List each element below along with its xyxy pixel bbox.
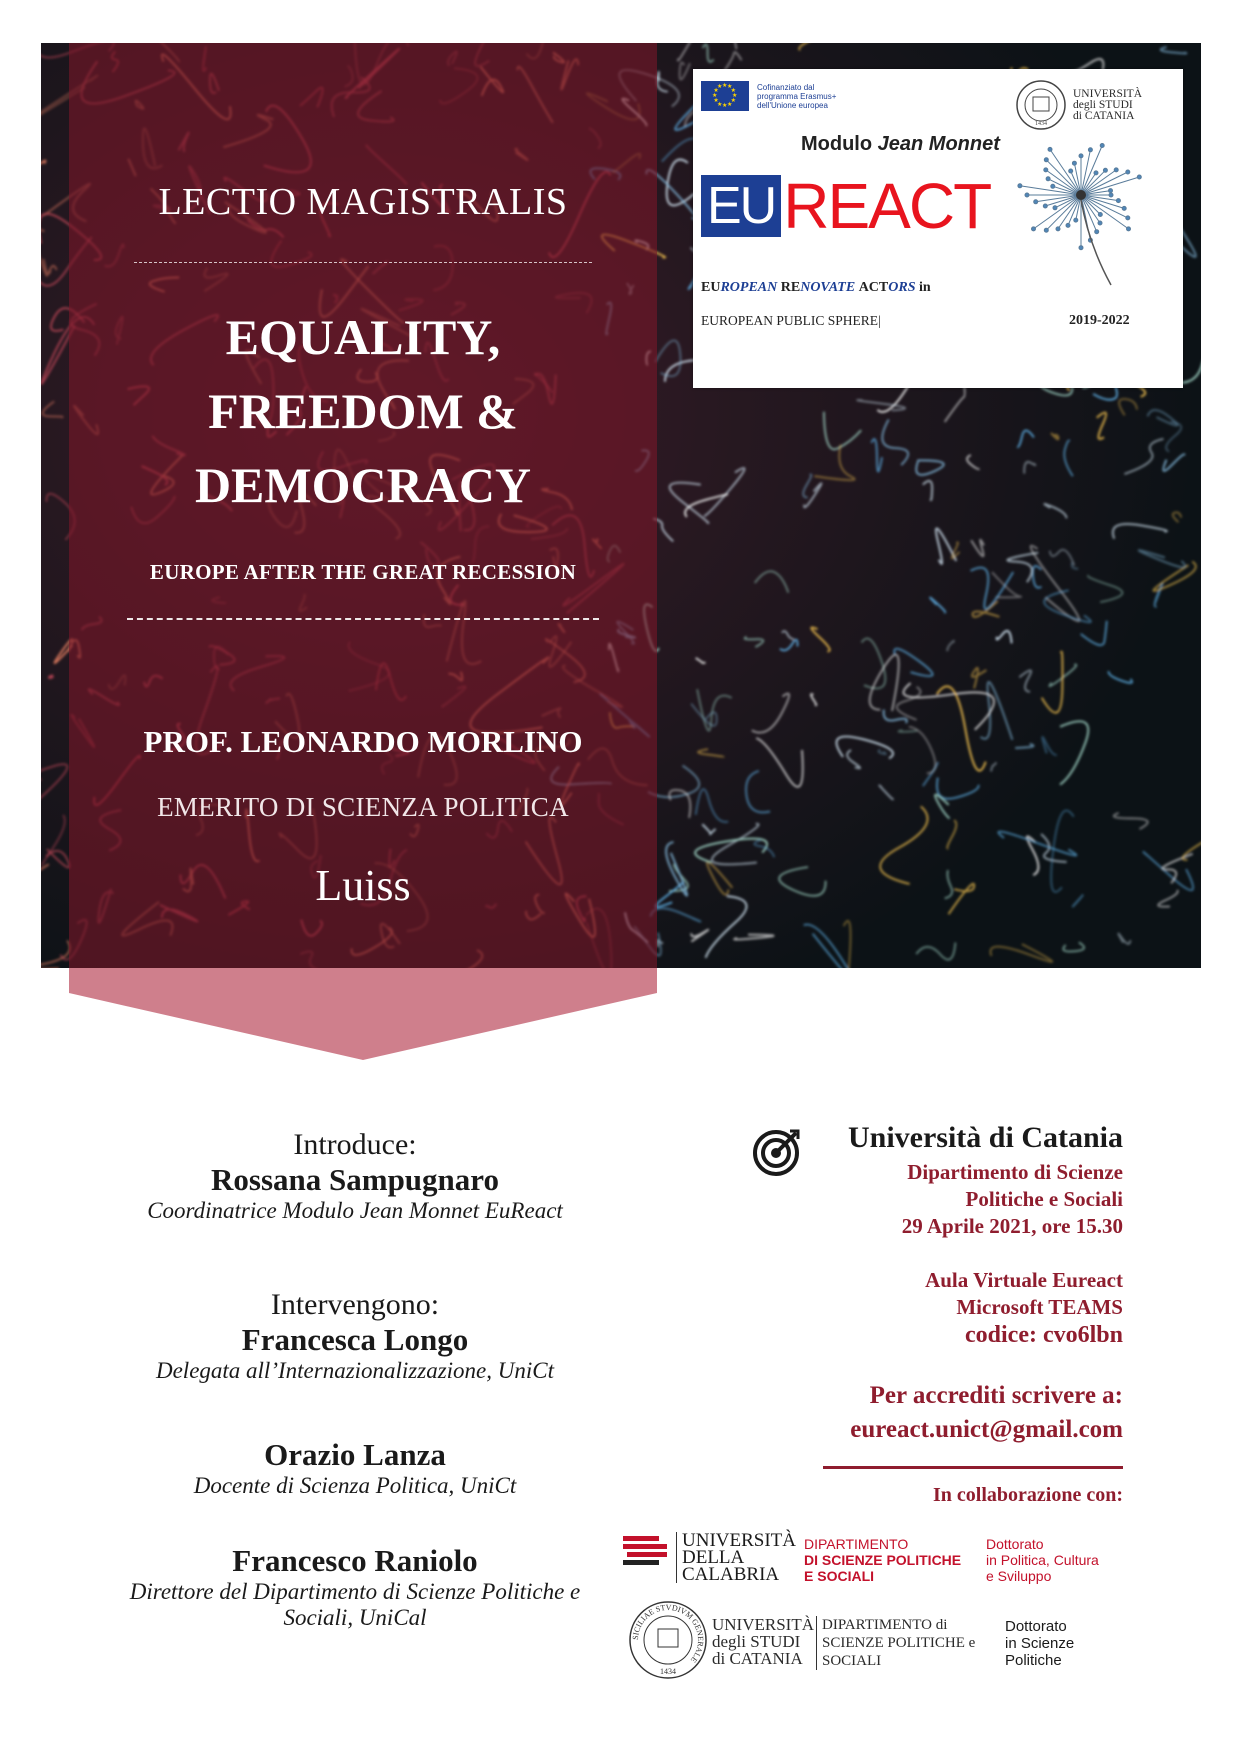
unical-line: DELLA: [682, 1547, 745, 1568]
banner-arrow: [69, 968, 657, 1060]
unict-dept-line: SCIENZE POLITICHE e: [822, 1635, 976, 1651]
event-platform: Microsoft TEAMS: [956, 1295, 1123, 1319]
dashed-divider: [127, 618, 599, 620]
erasmus-text-line: programma Erasmus+: [757, 91, 837, 101]
wordmark-eu: EU: [701, 175, 781, 237]
expansion-fragment: ROPEAN: [720, 280, 781, 295]
introduce-heading: Introduce:: [293, 1128, 417, 1161]
venue-department: Dipartimento di Scienze: [907, 1160, 1123, 1184]
expansion-fragment: in: [918, 280, 931, 295]
title-line: FREEDOM &: [208, 383, 518, 439]
unict-department: [816, 1616, 975, 1670]
lecturer-institution: Luiss: [315, 861, 411, 910]
eureact-wordmark: [701, 171, 990, 241]
unict-phd: [1005, 1618, 1074, 1669]
unict-phd-line: in Scienze: [1005, 1635, 1075, 1652]
accreditation-label: Per accrediti scrivere a:: [869, 1382, 1123, 1409]
teams-code: codice: cvo6lbn: [965, 1322, 1123, 1348]
dandelion-icon: [1011, 135, 1176, 295]
unical-dept-line: DI SCIENZE POLITICHE: [804, 1552, 962, 1568]
speaker-role: Coordinatrice Modulo Jean Monnet EuReact: [147, 1198, 563, 1223]
unict-seal-icon: [628, 1600, 708, 1680]
unical-logo-icon: [623, 1534, 671, 1574]
unical-line: UNIVERSITÀ: [682, 1530, 796, 1551]
lecturer-name: PROF. LEONARDO MORLINO: [143, 724, 583, 759]
unict-line: degli STUDI: [712, 1632, 801, 1651]
speaker-role: Delegata all’Internazionalizzazione, UniCt: [155, 1358, 554, 1383]
svg-text:1434: 1434: [660, 1667, 676, 1676]
contact-email[interactable]: eureact.unict@gmail.com: [850, 1416, 1123, 1443]
target-icon: [752, 1125, 804, 1177]
svg-text:1434: 1434: [1035, 121, 1047, 127]
unict-text-line: UNIVERSITÀ: [1073, 87, 1142, 100]
unical-name: [676, 1532, 796, 1583]
unict-text-line: di CATANIA: [1073, 109, 1135, 122]
unict-phd-line: Politiche: [1005, 1652, 1062, 1669]
expansion-fragment: ORS: [888, 280, 919, 295]
lectio-heading: LECTIO MAGISTRALIS: [158, 181, 568, 223]
unical-phd-line: Dottorato: [986, 1536, 1044, 1552]
unical-dept-line: E SOCIALI: [804, 1568, 875, 1584]
unict-line: UNIVERSITÀ: [712, 1615, 814, 1634]
expansion-fragment: RE: [780, 280, 801, 295]
speaker-name: Rossana Sampugnaro: [211, 1162, 499, 1197]
unict-dept-line: SOCIALI: [822, 1653, 882, 1669]
expansion-fragment: NOVATE: [800, 280, 859, 295]
divider: [823, 1466, 1123, 1469]
expansion-fragment: EU: [701, 280, 721, 295]
speaker-role: Sociali, UniCal: [283, 1605, 427, 1630]
dashed-divider: [134, 262, 592, 263]
svg-text:SICILIAE STVDIVM GENERALE: SICILIAE STVDIVM GENERALE: [630, 1602, 706, 1665]
event-datetime: 29 Aprile 2021, ore 15.30: [901, 1214, 1123, 1238]
venue-university: Università di Catania: [847, 1121, 1123, 1154]
erasmus-text-line: dell'Unione europea: [757, 100, 828, 110]
speaker-role: Docente di Scienza Politica, UniCt: [193, 1473, 517, 1498]
introducer-block: [100, 1128, 610, 1224]
unical-phd-line: in Politica, Cultura: [986, 1552, 1099, 1568]
eureact-logo-card: [693, 69, 1183, 388]
venue-department: Politiche e Sociali: [965, 1187, 1123, 1211]
title-line: EQUALITY,: [225, 309, 501, 365]
panel-speaker: [100, 1437, 610, 1499]
lecturer-role: EMERITO DI SCIENZA POLITICA: [157, 792, 569, 822]
unict-logo-small: [1015, 79, 1142, 131]
lecture-subtitle: EUROPE AFTER THE GREAT RECESSION: [149, 560, 577, 584]
event-room: Aula Virtuale Eureact: [925, 1268, 1123, 1292]
erasmus-text-line: Cofinanziato dal: [757, 82, 815, 92]
speaker-role: Direttore del Dipartimento di Scienze Politiche e: [129, 1579, 581, 1604]
unict-line: di CATANIA: [712, 1649, 803, 1668]
unict-phd-line: Dottorato: [1005, 1618, 1067, 1635]
eu-flag-icon: ★ ★ ★ ★ ★ ★ ★ ★ ★ ★ ★ ★: [701, 81, 749, 111]
title-line: DEMOCRACY: [194, 457, 532, 513]
module-label: Modulo Jean Monnet: [801, 133, 1000, 155]
speaker-name: Orazio Lanza: [264, 1437, 446, 1472]
eureact-expansion-line1: [701, 280, 931, 296]
collaboration-label: In collaborazione con:: [933, 1484, 1123, 1506]
unical-dept-line: DIPARTIMENTO: [804, 1536, 909, 1552]
intervene-heading: Intervengono:: [270, 1288, 440, 1321]
wordmark-react: REACT: [783, 170, 991, 242]
unict-name: [712, 1616, 814, 1667]
unical-department: [804, 1536, 961, 1584]
unical-phd-line: e Sviluppo: [986, 1568, 1052, 1584]
panel-block: [100, 1288, 610, 1384]
expansion-fragment: ACT: [858, 280, 889, 295]
eureact-expansion-line2: EUROPEAN PUBLIC SPHERE|: [701, 313, 881, 328]
unict-text-line: degli STUDI: [1073, 98, 1133, 111]
unical-phd: [986, 1536, 1099, 1584]
lecture-title: [69, 300, 657, 522]
panel-speaker: [100, 1543, 610, 1631]
speaker-name: Francesco Raniolo: [232, 1543, 478, 1578]
unict-dept-line: DIPARTIMENTO di: [822, 1617, 948, 1633]
unical-line: CALABRIA: [682, 1564, 780, 1585]
project-years: 2019-2022: [1069, 313, 1130, 328]
erasmus-logo: [701, 81, 867, 111]
university-seal-icon: [1015, 79, 1067, 131]
speaker-name: Francesca Longo: [241, 1322, 469, 1357]
